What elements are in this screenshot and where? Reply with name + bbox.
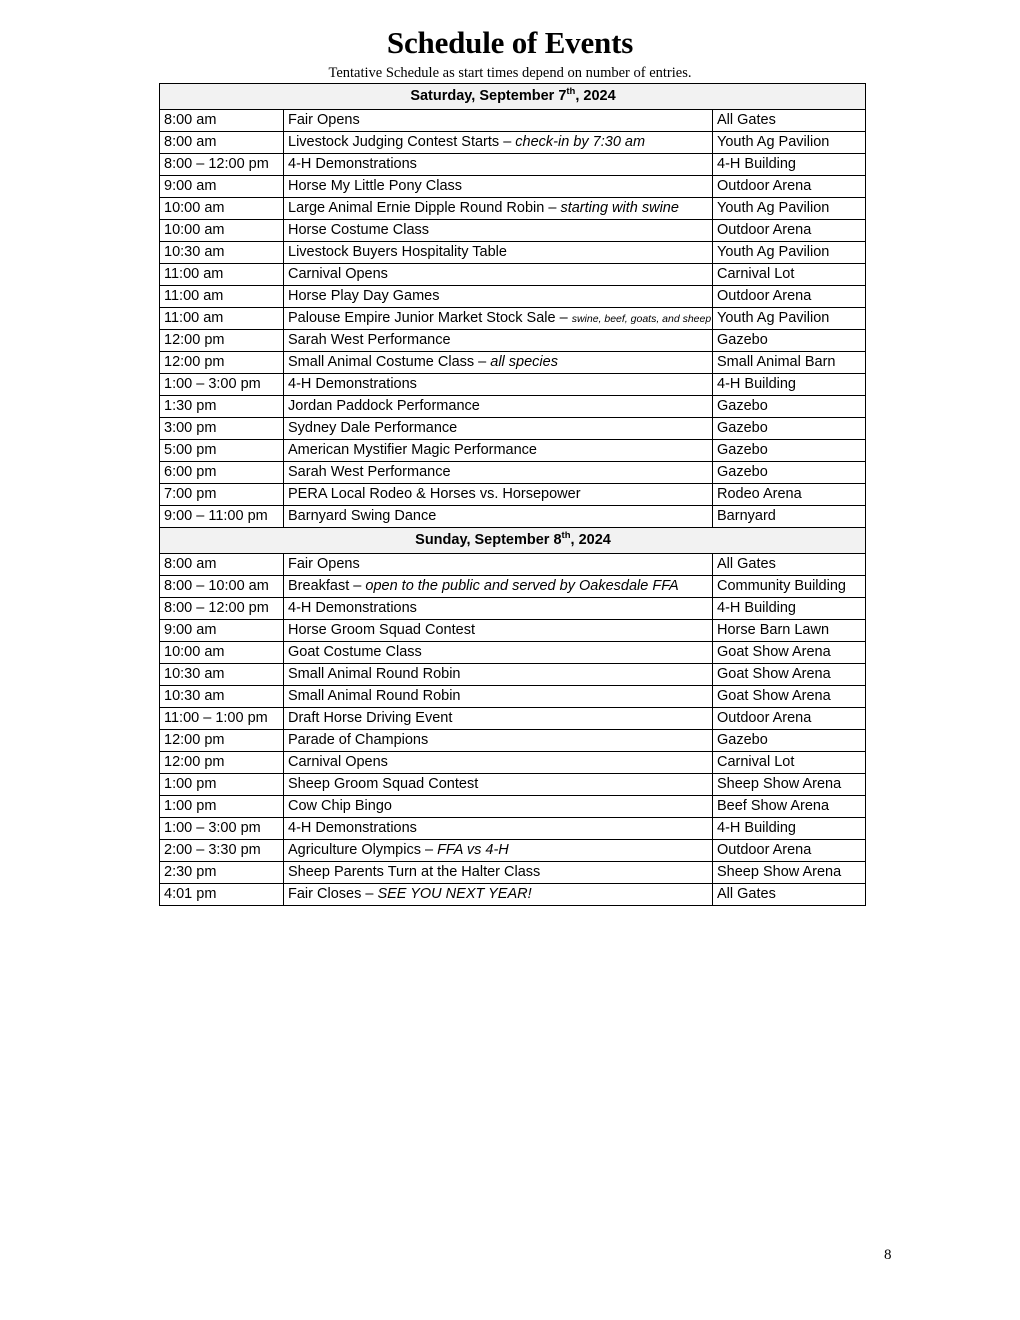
event-location-cell: Youth Ag Pavilion: [713, 198, 866, 220]
event-location-cell: 4-H Building: [713, 374, 866, 396]
schedule-row: [160, 220, 866, 242]
event-name-text: Agriculture Olympics –: [288, 841, 438, 858]
event-name-text: Draft Horse Driving Event: [288, 709, 453, 726]
event-name-text: Sarah West Performance: [288, 463, 451, 480]
event-location-cell: Youth Ag Pavilion: [713, 132, 866, 154]
event-time-cell: 9:00 am: [160, 620, 284, 642]
schedule-row: [160, 374, 866, 396]
event-location-cell: Gazebo: [713, 730, 866, 752]
event-name-text: American Mystifier Magic Performance: [288, 441, 537, 458]
event-name-cell: [284, 642, 713, 664]
event-name-text: Breakfast –: [288, 577, 366, 594]
event-time-cell: 1:00 – 3:00 pm: [160, 818, 284, 840]
schedule-row: [160, 862, 866, 884]
event-time-cell: 8:00 – 10:00 am: [160, 576, 284, 598]
event-time-cell: 8:00 – 12:00 pm: [160, 598, 284, 620]
event-location-cell: Goat Show Arena: [713, 686, 866, 708]
event-name-cell: [284, 308, 713, 330]
event-name-cell: [284, 418, 713, 440]
event-location-cell: Small Animal Barn: [713, 352, 866, 374]
schedule-row: [160, 598, 866, 620]
event-name-cell: [284, 884, 713, 906]
event-location-cell: Goat Show Arena: [713, 664, 866, 686]
event-location-cell: Community Building: [713, 576, 866, 598]
event-location-cell: Outdoor Arena: [713, 840, 866, 862]
event-time-cell: 10:00 am: [160, 198, 284, 220]
event-name-text: Carnival Opens: [288, 753, 388, 770]
event-time-cell: 2:30 pm: [160, 862, 284, 884]
day-header-date: Saturday, September 7: [410, 87, 567, 104]
event-time-cell: 9:00 am: [160, 176, 284, 198]
event-time-cell: 10:30 am: [160, 686, 284, 708]
event-time-cell: 12:00 pm: [160, 330, 284, 352]
day-header-ordinal-suffix: th: [561, 530, 571, 542]
event-time-cell: 10:00 am: [160, 220, 284, 242]
event-location-cell: 4-H Building: [713, 598, 866, 620]
day-header-ordinal-suffix: th: [566, 86, 576, 98]
event-location-cell: Barnyard: [713, 506, 866, 528]
event-name-cell: [284, 396, 713, 418]
event-name-cell: [284, 862, 713, 884]
event-time-cell: 1:30 pm: [160, 396, 284, 418]
event-location-cell: Outdoor Arena: [713, 176, 866, 198]
event-location-cell: 4-H Building: [713, 154, 866, 176]
schedule-row: [160, 708, 866, 730]
event-name-text: Small Animal Round Robin: [288, 687, 461, 704]
schedule-row: [160, 264, 866, 286]
event-note-italic: starting with swine: [560, 199, 679, 216]
schedule-row: [160, 818, 866, 840]
event-time-cell: 10:30 am: [160, 242, 284, 264]
event-time-cell: 9:00 – 11:00 pm: [160, 506, 284, 528]
event-name-cell: [284, 752, 713, 774]
event-name-text: Sheep Parents Turn at the Halter Class: [288, 863, 541, 880]
event-time-cell: 8:00 am: [160, 132, 284, 154]
event-location-cell: Outdoor Arena: [713, 220, 866, 242]
event-name-cell: [284, 598, 713, 620]
event-name-cell: [284, 264, 713, 286]
event-time-cell: 1:00 pm: [160, 796, 284, 818]
schedule-row: [160, 664, 866, 686]
event-name-cell: [284, 506, 713, 528]
schedule-row: [160, 730, 866, 752]
event-location-cell: Outdoor Arena: [713, 286, 866, 308]
event-name-cell: [284, 132, 713, 154]
schedule-row: [160, 462, 866, 484]
event-name-text: Barnyard Swing Dance: [288, 507, 437, 524]
event-name-text: Livestock Buyers Hospitality Table: [288, 243, 507, 260]
event-location-cell: Horse Barn Lawn: [713, 620, 866, 642]
schedule-row: [160, 110, 866, 132]
event-name-text: Small Animal Round Robin: [288, 665, 461, 682]
event-name-text: Sarah West Performance: [288, 331, 451, 348]
event-name-cell: [284, 484, 713, 506]
event-location-cell: Gazebo: [713, 462, 866, 484]
day-header-row: [160, 528, 866, 554]
event-name-cell: [284, 840, 713, 862]
event-name-cell: [284, 220, 713, 242]
day-header-label: [160, 84, 866, 110]
event-name-text: Parade of Champions: [288, 731, 429, 748]
event-location-cell: Gazebo: [713, 440, 866, 462]
event-name-text: Horse Play Day Games: [288, 287, 440, 304]
event-location-cell: Goat Show Arena: [713, 642, 866, 664]
event-name-cell: [284, 796, 713, 818]
event-name-text: 4-H Demonstrations: [288, 819, 417, 836]
day-header-date: Sunday, September 8: [415, 531, 562, 548]
event-name-cell: [284, 374, 713, 396]
day-header-year: , 2024: [570, 531, 611, 548]
event-name-text: Horse My Little Pony Class: [288, 177, 463, 194]
event-name-text: Horse Costume Class: [288, 221, 430, 238]
schedule-row: [160, 642, 866, 664]
event-name-text: Large Animal Ernie Dipple Round Robin –: [288, 199, 561, 216]
event-time-cell: 3:00 pm: [160, 418, 284, 440]
event-name-cell: [284, 730, 713, 752]
schedule-row: [160, 154, 866, 176]
event-name-cell: [284, 330, 713, 352]
event-name-text: Goat Costume Class: [288, 643, 422, 660]
day-header-row: [160, 84, 866, 110]
event-time-cell: 10:30 am: [160, 664, 284, 686]
schedule-row: [160, 774, 866, 796]
event-name-cell: [284, 774, 713, 796]
event-note-italic: open to the public and served by Oakesdale FFA: [365, 577, 679, 594]
event-note-italic: all species: [490, 353, 558, 370]
page-title: Schedule of Events: [386, 25, 634, 60]
event-name-cell: [284, 686, 713, 708]
event-time-cell: 10:00 am: [160, 642, 284, 664]
event-name-cell: [284, 462, 713, 484]
event-name-text: 4-H Demonstrations: [288, 155, 417, 172]
event-name-cell: [284, 242, 713, 264]
event-name-cell: [284, 554, 713, 576]
event-time-cell: 12:00 pm: [160, 352, 284, 374]
event-location-cell: Gazebo: [713, 330, 866, 352]
event-time-cell: 7:00 pm: [160, 484, 284, 506]
event-location-cell: Gazebo: [713, 418, 866, 440]
schedule-row: [160, 554, 866, 576]
event-name-cell: [284, 620, 713, 642]
event-name-text: Fair Closes –: [288, 885, 378, 902]
event-time-cell: 1:00 – 3:00 pm: [160, 374, 284, 396]
event-name-text: Fair Opens: [288, 555, 360, 572]
event-name-text: PERA Local Rodeo & Horses vs. Horsepower: [288, 485, 581, 502]
day-header-label: [160, 528, 866, 554]
event-location-cell: Sheep Show Arena: [713, 774, 866, 796]
event-name-cell: [284, 198, 713, 220]
event-name-text: Small Animal Costume Class –: [288, 353, 491, 370]
event-name-text: Cow Chip Bingo: [288, 797, 392, 814]
schedule-row: [160, 506, 866, 528]
event-name-text: Sheep Groom Squad Contest: [288, 775, 479, 792]
event-name-text: Fair Opens: [288, 111, 360, 128]
day-header-year: , 2024: [575, 87, 616, 104]
event-name-cell: [284, 440, 713, 462]
event-location-cell: All Gates: [713, 884, 866, 906]
event-location-cell: Sheep Show Arena: [713, 862, 866, 884]
event-time-cell: 4:01 pm: [160, 884, 284, 906]
schedule-row: [160, 352, 866, 374]
event-location-cell: Carnival Lot: [713, 264, 866, 286]
schedule-row: [160, 176, 866, 198]
event-name-cell: [284, 708, 713, 730]
event-location-cell: Rodeo Arena: [713, 484, 866, 506]
event-name-text: Livestock Judging Contest Starts –: [288, 133, 516, 150]
event-time-cell: 11:00 am: [160, 264, 284, 286]
event-time-cell: 12:00 pm: [160, 730, 284, 752]
page-subtitle: Tentative Schedule as start times depend on number of entries.: [328, 65, 692, 82]
event-name-text: 4-H Demonstrations: [288, 599, 417, 616]
schedule-row: [160, 686, 866, 708]
event-location-cell: Carnival Lot: [713, 752, 866, 774]
schedule-row: [160, 418, 866, 440]
event-time-cell: 11:00 – 1:00 pm: [160, 708, 284, 730]
schedule-row: [160, 286, 866, 308]
page-number: 8: [884, 1247, 892, 1263]
event-location-cell: All Gates: [713, 110, 866, 132]
event-location-cell: Outdoor Arena: [713, 708, 866, 730]
event-location-cell: Beef Show Arena: [713, 796, 866, 818]
event-location-cell: Youth Ag Pavilion: [713, 308, 866, 330]
event-time-cell: 11:00 am: [160, 286, 284, 308]
event-name-cell: [284, 818, 713, 840]
event-name-cell: [284, 110, 713, 132]
event-name-text: Jordan Paddock Performance: [288, 397, 480, 414]
event-location-cell: Gazebo: [713, 396, 866, 418]
schedule-row: [160, 330, 866, 352]
schedule-row: [160, 198, 866, 220]
schedule-row: [160, 620, 866, 642]
schedule-row: [160, 132, 866, 154]
event-time-cell: 11:00 am: [160, 308, 284, 330]
event-time-cell: 2:00 – 3:30 pm: [160, 840, 284, 862]
event-time-cell: 8:00 am: [160, 110, 284, 132]
schedule-row: [160, 396, 866, 418]
event-name-text: Sydney Dale Performance: [288, 419, 458, 436]
schedule-row: [160, 576, 866, 598]
event-note-italic: SEE YOU NEXT YEAR!: [377, 885, 532, 902]
event-name-cell: [284, 576, 713, 598]
schedule-row: [160, 840, 866, 862]
schedule-row: [160, 884, 866, 906]
schedule-row: [160, 308, 866, 330]
event-name-cell: [284, 352, 713, 374]
event-time-cell: 12:00 pm: [160, 752, 284, 774]
schedule-table: [159, 83, 866, 906]
event-name-cell: [284, 664, 713, 686]
event-name-cell: [284, 176, 713, 198]
event-time-cell: 6:00 pm: [160, 462, 284, 484]
schedule-row: [160, 484, 866, 506]
schedule-row: [160, 242, 866, 264]
event-location-cell: All Gates: [713, 554, 866, 576]
event-name-text: Horse Groom Squad Contest: [288, 621, 475, 638]
event-note-italic: FFA vs 4-H: [437, 841, 509, 858]
event-name-text: Carnival Opens: [288, 265, 388, 282]
schedule-row: [160, 440, 866, 462]
schedule-table-container: [159, 83, 865, 906]
event-location-cell: Youth Ag Pavilion: [713, 242, 866, 264]
schedule-row: [160, 796, 866, 818]
event-name-text: Palouse Empire Junior Market Stock Sale –: [288, 309, 572, 326]
event-note-italic-small: swine, beef, goats, and sheep: [571, 312, 712, 325]
event-note-italic: check-in by 7:30 am: [515, 133, 646, 150]
event-name-text: 4-H Demonstrations: [288, 375, 417, 392]
event-name-cell: [284, 286, 713, 308]
event-name-cell: [284, 154, 713, 176]
event-location-cell: 4-H Building: [713, 818, 866, 840]
event-time-cell: 8:00 am: [160, 554, 284, 576]
event-time-cell: 8:00 – 12:00 pm: [160, 154, 284, 176]
schedule-row: [160, 752, 866, 774]
event-time-cell: 1:00 pm: [160, 774, 284, 796]
event-time-cell: 5:00 pm: [160, 440, 284, 462]
